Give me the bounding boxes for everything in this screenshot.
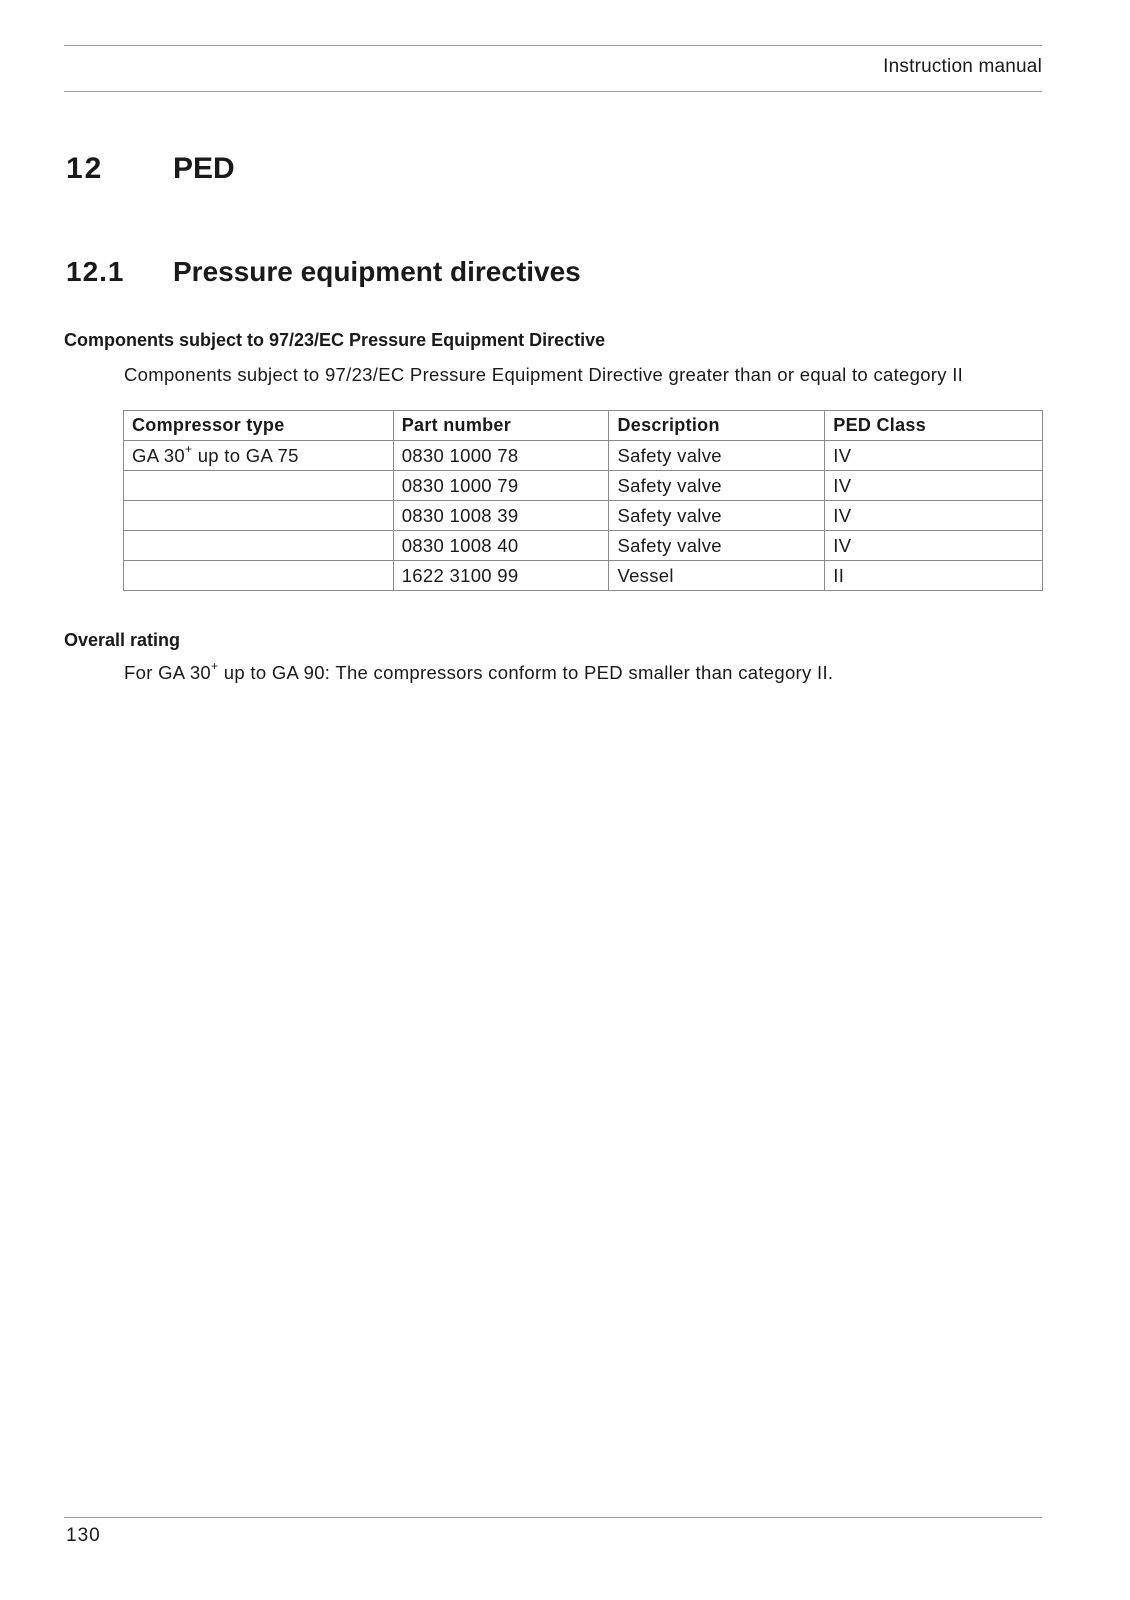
header-top-rule [64, 45, 1042, 46]
cell-ped-class: IV [825, 471, 1043, 501]
header-part-number: Part number [393, 411, 609, 441]
section-title: Pressure equipment directives [173, 256, 581, 287]
cell-ped-class: IV [825, 501, 1043, 531]
cell-description: Safety valve [609, 501, 825, 531]
cell-ped-class: II [825, 561, 1043, 591]
header-compressor-type: Compressor type [124, 411, 394, 441]
cell-part-number: 0830 1000 78 [393, 441, 609, 471]
table-header-row [124, 411, 1043, 441]
section-number: 12.1 [66, 256, 125, 287]
cell-compressor-type [124, 471, 394, 501]
chapter-title: PED [173, 152, 235, 185]
cell-description: Safety valve [609, 441, 825, 471]
cell-part-number: 0830 1008 40 [393, 531, 609, 561]
cell-part-number: 0830 1008 39 [393, 501, 609, 531]
cell-compressor-type: GA 30+ up to GA 75 [124, 441, 394, 471]
cell-part-number: 1622 3100 99 [393, 561, 609, 591]
components-intro: Components subject to 97/23/EC Pressure Equipment Directive greater than or equal to category II [124, 364, 964, 385]
chapter-heading [66, 152, 235, 186]
header-description: Description [609, 411, 825, 441]
header-bottom-rule [64, 91, 1042, 92]
footer-rule [64, 1517, 1042, 1518]
table-row [124, 441, 1043, 471]
components-heading: Components subject to 97/23/EC Pressure Equipment Directive [64, 330, 606, 350]
cell-description: Vessel [609, 561, 825, 591]
overall-rating-heading: Overall rating [64, 630, 181, 650]
ped-components-table [123, 410, 1043, 591]
overall-rating-text: For GA 30+ up to GA 90: The compressors conform to PED smaller than category II. [124, 659, 834, 683]
table-row [124, 471, 1043, 501]
cell-ped-class: IV [825, 441, 1043, 471]
cell-part-number: 0830 1000 79 [393, 471, 609, 501]
page-number: 130 [66, 1525, 101, 1546]
cell-compressor-type [124, 531, 394, 561]
table-row [124, 561, 1043, 591]
header-ped-class: PED Class [825, 411, 1043, 441]
cell-description: Safety valve [609, 471, 825, 501]
chapter-number: 12 [66, 152, 104, 185]
cell-compressor-type [124, 501, 394, 531]
cell-ped-class: IV [825, 531, 1043, 561]
cell-compressor-type [124, 561, 394, 591]
section-heading [66, 256, 581, 288]
cell-description: Safety valve [609, 531, 825, 561]
table-row [124, 501, 1043, 531]
table-row [124, 531, 1043, 561]
running-header: Instruction manual [883, 56, 1042, 77]
